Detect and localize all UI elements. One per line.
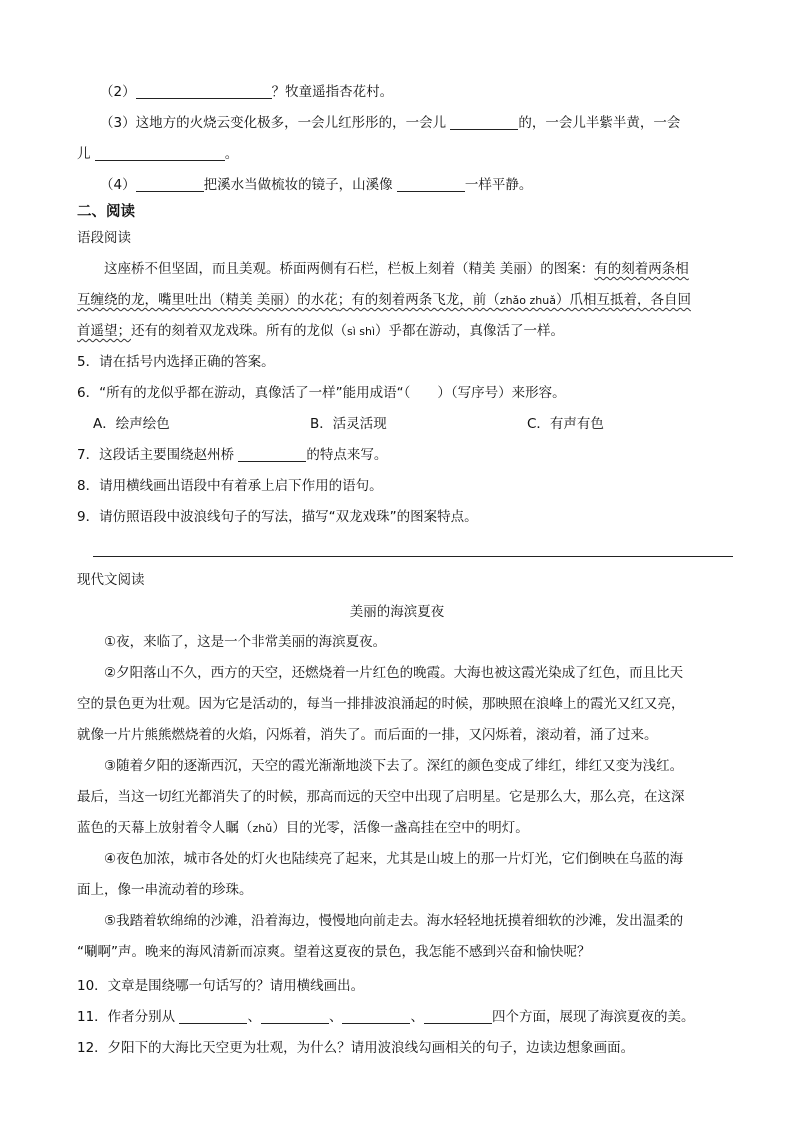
article-paragraph-4-line-1: ④夜色加浓，城市各处的灯火也陆续亮了起来，尤其是山坡上的那一片灯光，它们倒映在乌蓝的海 [104, 851, 684, 867]
question-11 [77, 1007, 694, 1027]
wavy-underlined-text: 互缠绕的龙，嘴里吐出（精美 美丽）的水花 [77, 292, 338, 308]
question-7-text-b: 的特点来写。 [306, 447, 388, 463]
wavy-underlined-text: ；有的刻着两条飞龙，前（ [337, 292, 500, 308]
article-paragraph-3-line-1: ③随着夕阳的逐渐西沉，天空的霞光渐渐地淡下去了。深红的颜色变成了绯红，绯红又变为浅红。 [104, 758, 684, 774]
article-title: 美丽的海滨夏夜 [349, 604, 445, 620]
pinyin-annotation: zhǎo zhuǎ [499, 294, 556, 307]
question-11-text-a: 11．作者分别从 [77, 1009, 180, 1025]
answer-blank[interactable] [397, 177, 465, 192]
pinyin-annotation: zhǔ [252, 822, 273, 835]
answer-blank[interactable] [95, 146, 225, 161]
answer-blank[interactable] [261, 1009, 329, 1024]
passage-line-3 [77, 321, 564, 342]
answer-blank[interactable] [238, 447, 306, 462]
section-heading: 二、阅读 [77, 204, 135, 220]
answer-blank[interactable] [450, 115, 518, 130]
answer-blank[interactable] [136, 177, 204, 192]
question-7-text-a: 7．这段话主要围绕赵州桥 [77, 447, 239, 463]
answer-line[interactable] [93, 556, 733, 557]
answer-blank[interactable] [179, 1009, 247, 1024]
article-paragraph-5-line-1: ⑤我踏着软绵绵的沙滩，沿着海边，慢慢地向前走去。海水轻轻地抚摸着细软的沙滩，发出温柔的 [104, 913, 684, 929]
question-4-text-a: 把溪水当做梳妆的镜子，山溪像 [203, 177, 397, 193]
pinyin-annotation: sì shì [347, 325, 376, 338]
question-3-text-d: 。 [224, 146, 239, 162]
article-paragraph-5-line-2: “唰啊”声。晚来的海风清新而凉爽。望着这夏夜的景色，我怎能不感到兴奋和愉快呢？ [77, 944, 591, 960]
question-4-text-b: 一样平静。 [464, 177, 533, 193]
article-paragraph-3-line-3 [77, 818, 529, 839]
separator: 、 [328, 1009, 343, 1025]
question-5: 5．请在括号内选择正确的答案。 [77, 354, 275, 370]
question-6-option-a[interactable]: A．绘声绘色 [93, 416, 170, 432]
question-2-number: （2） [100, 84, 136, 100]
question-3-line-2 [77, 144, 238, 164]
question-4-number: （4） [100, 177, 136, 193]
question-9: 9．请仿照语段中波浪线句子的写法，描写“双龙戏珠”的图案特点。 [77, 509, 478, 525]
question-3-line-1 [100, 113, 680, 133]
article-paragraph-1: ①夜，来临了，这是一个非常美丽的海滨夏夜。 [104, 634, 387, 650]
question-4-line [100, 175, 532, 195]
question-3-text-a: （3）这地方的火烧云变化极多，一会儿红彤彤的，一会儿 [100, 115, 451, 131]
answer-blank[interactable] [424, 1009, 492, 1024]
question-2-text: ？牧童遥指杏花村。 [271, 84, 394, 100]
question-12: 12．夕阳下的大海比天空更为壮观，为什么？请用波浪线勾画相关的句子，边读边想象画面。 [77, 1040, 635, 1056]
question-2-line [100, 82, 393, 102]
passage-line-2 [77, 290, 691, 311]
question-7 [77, 445, 387, 465]
answer-blank[interactable] [342, 1009, 410, 1024]
article-text: ）目的光零，活像一盏高挂在空中的明灯。 [272, 820, 529, 836]
article-text: 蓝色的天幕上放射着令人瞩（ [77, 820, 253, 836]
wavy-underlined-text: 首遥望； [77, 323, 131, 339]
answer-blank[interactable] [136, 84, 272, 99]
question-10: 10．文章是围绕哪一句话写的？请用横线画出。 [77, 978, 365, 994]
passage-text: ）乎都在游动，真像活了一样。 [375, 323, 565, 339]
article-paragraph-3-line-2: 最后，当这一切红光都消失了的时候，那高而远的天空中出现了启明星。它是那么大，那么亮，在这深 [77, 789, 685, 805]
article-paragraph-4-line-2: 面上，像一串流动着的珍珠。 [77, 882, 253, 898]
article-paragraph-2-line-2: 空的景色更为壮观。因为它是活动的，每当一排排波浪涌起的时候，那映照在浪峰上的霞光又红又亮， [77, 696, 685, 712]
question-6-option-b[interactable]: B．活灵活现 [310, 416, 387, 432]
subsection-label: 语段阅读 [77, 230, 131, 246]
question-3-text-b: 的，一会儿半紫半黄，一会 [518, 115, 681, 131]
wavy-underlined-text: ）爪相互抵着，各自回 [555, 292, 691, 308]
passage-line-1 [104, 259, 689, 279]
article-paragraph-2-line-1: ②夕阳落山不久，西方的天空，还燃烧着一片红色的晚霞。大海也被这霞光染成了红色，而且比天 [104, 665, 684, 681]
separator: 、 [247, 1009, 261, 1025]
passage-text: 还有的刻着双龙戏珠。所有的龙似（ [131, 323, 347, 339]
question-8: 8．请用横线画出语段中有着承上启下作用的语句。 [77, 478, 383, 494]
question-11-text-b: 四个方面，展现了海滨夏夜的美。 [491, 1009, 695, 1025]
subsection-label: 现代文阅读 [77, 572, 145, 588]
article-paragraph-2-line-3: 就像一片片熊熊燃烧着的火焰，闪烁着，消失了。而后面的一排，又闪烁着，滚动着，涌了过来。 [77, 727, 658, 743]
wavy-underlined-text: 有的刻着两条相 [594, 261, 689, 277]
question-6: 6．“所有的龙似乎都在游动，真像活了一样”能用成语“（ ）（写序号）来形容。 [77, 385, 566, 401]
question-6-option-c[interactable]: C．有声有色 [527, 416, 604, 432]
question-3-text-c: 儿 [77, 146, 95, 162]
passage-text: 这座桥不但坚固，而且美观。桥面两侧有石栏，栏板上刻着（精美 美丽）的图案： [104, 261, 595, 277]
separator: 、 [410, 1009, 424, 1025]
